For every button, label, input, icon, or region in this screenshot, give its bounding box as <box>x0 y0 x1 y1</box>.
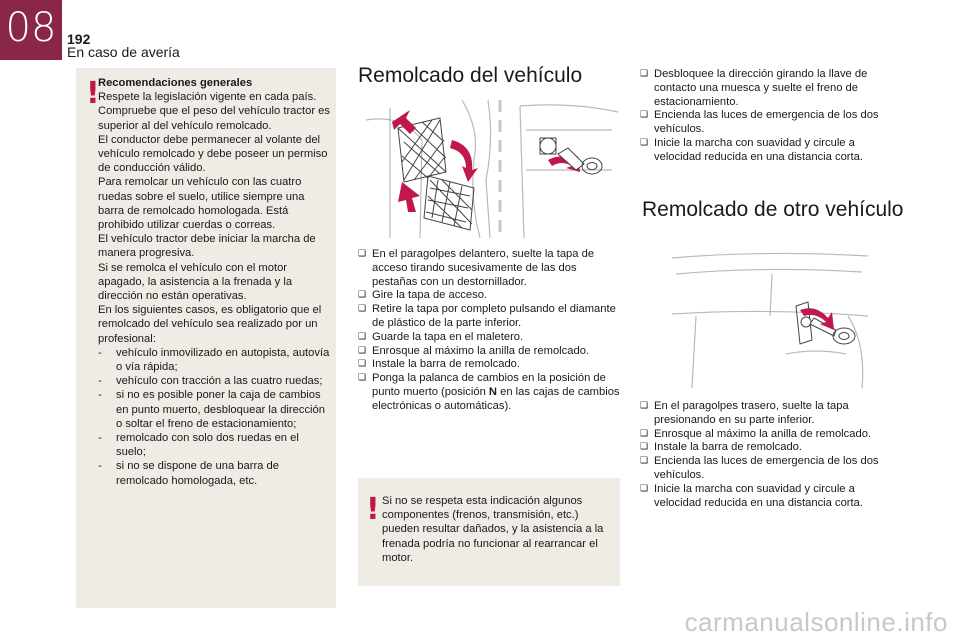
watermark: carmanualsonline.info <box>684 607 948 637</box>
front-bumper-illustration <box>362 100 620 240</box>
recommendation-text: En los siguientes casos, es obligatorio que el remolcado del vehículo sea realizado por un profesional: <box>98 304 322 345</box>
step-item: ❑ Retire la tapa por completo pulsando el diamante de plástico de la parte inferior. <box>358 303 622 331</box>
step-item: ❑ Desbloquee la dirección girando la llave de contacto una muesca y suelte el freno de estacionamiento. <box>640 68 890 109</box>
towing-vehicle-title: Remolcado del vehículo <box>358 64 583 87</box>
list-item: - si no se dispone de una barra de remolcado homologada, etc. <box>98 459 330 487</box>
step-item: ❑ Enrosque al máximo la anilla de remolcado. <box>358 345 622 359</box>
step-item: ❑ Enrosque al máximo la anilla de remolcado. <box>640 428 890 442</box>
towing-vehicle-steps <box>358 248 622 414</box>
recommendation-text: Para remolcar un vehículo con las cuatro ruedas sobre el suelo, utilice siempre una barra de remolcado homologada. Está prohibido utilizar cuerdas o correas. <box>98 176 305 232</box>
step-item: ❑ Instale la barra de remolcado. <box>358 358 622 372</box>
recommendation-text: Si se remolca el vehículo con el motor apagado, la asistencia a la frenada y la dirección no están operativas. <box>98 261 293 303</box>
list-item: - remolcado con solo dos ruedas en el suelo; <box>98 431 330 459</box>
list-item: - si no es posible poner la caja de cambios en punto muerto, desbloquear la dirección o soltar el freno de estacionamiento; <box>98 388 330 431</box>
step-item: ❑ Encienda las luces de emergencia de los dos vehículos. <box>640 109 890 137</box>
section-title: En caso de avería <box>67 44 180 60</box>
step-item: ❑ Gire la tapa de acceso. <box>358 289 622 303</box>
step-item: ❑ Instale la barra de remolcado. <box>640 441 890 455</box>
rear-bumper-illustration <box>666 244 874 390</box>
warning-icon: ! <box>86 76 100 111</box>
professional-cases-list <box>98 346 330 488</box>
recommendations-box <box>76 68 336 608</box>
step-prefix: Ponga la palanca de cambios en la posición de punto muerto (posición <box>372 372 606 398</box>
recommendations-heading: Recomendaciones generales <box>98 77 253 89</box>
final-steps <box>640 68 890 165</box>
chapter-tab: 08 <box>0 0 62 60</box>
towing-other-title: Remolcado de otro vehículo <box>642 198 904 221</box>
step-item: ❑ En el paragolpes trasero, suelte la tapa presionando en su parte inferior. <box>640 400 890 428</box>
recommendation-text: El conductor debe permanecer al volante del vehículo remolcado y debe poseer un permiso de conducción válido. <box>98 133 328 175</box>
gear-position-n: N <box>488 385 498 398</box>
recommendation-text: El vehículo tractor debe iniciar la marcha de manera progresiva. <box>98 233 316 260</box>
recommendation-text: Respete la legislación vigente en cada país. <box>98 91 317 104</box>
list-item: - vehículo inmovilizado en autopista, autovía o vía rápida; <box>98 346 330 374</box>
step-item: ❑ Guarde la tapa en el maletero. <box>358 331 622 345</box>
towing-other-steps <box>640 400 890 510</box>
warning-icon: ! <box>366 492 380 527</box>
step-item: ❑ Encienda las luces de emergencia de los dos vehículos. <box>640 455 890 483</box>
step-item: ❑ Inicie la marcha con suavidad y circule a velocidad reducida en una distancia corta. <box>640 137 890 165</box>
step-item: ❑ Inicie la marcha con suavidad y circule a velocidad reducida en una distancia corta. <box>640 483 890 511</box>
list-item: - vehículo con tracción a las cuatro ruedas; <box>98 374 330 388</box>
damage-warning-text: Si no se respeta esta indicación algunos componentes (frenos, transmisión, etc.) pueden resultar dañados, y la asistencia a la frenada podría no funcionar al rearrancar el motor. <box>382 495 604 564</box>
damage-warning-box <box>358 478 620 586</box>
recommendations-content <box>98 76 330 488</box>
page-number: 192 <box>67 31 91 47</box>
step-suffix: en las cajas de cambios electrónicas o automáticas). <box>372 385 620 412</box>
step-item-neutral <box>358 372 622 413</box>
recommendation-text: Compruebe que el peso del vehículo tractor es superior al del vehículo remolcado. <box>98 105 330 132</box>
step-item: ❑ En el paragolpes delantero, suelte la tapa de acceso tirando sucesivamente de las dos pestañas con un destornillador. <box>358 248 622 289</box>
